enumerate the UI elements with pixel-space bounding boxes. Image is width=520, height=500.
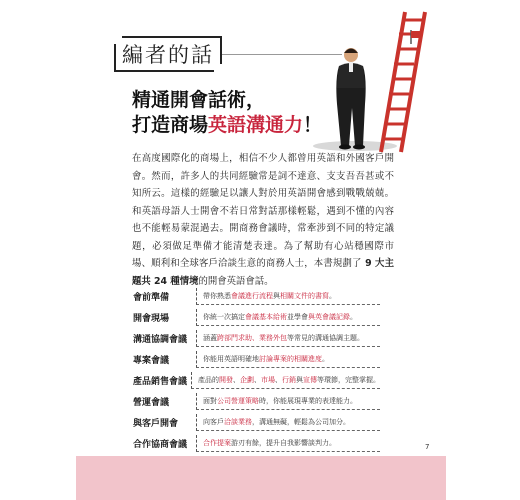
main-heading bbox=[132, 88, 322, 138]
topic-label: 會前準備 bbox=[133, 293, 170, 303]
topic-label: 專案會議 bbox=[133, 356, 170, 366]
table-row bbox=[132, 370, 380, 391]
topic-label: 產品銷售會議 bbox=[133, 377, 188, 387]
topic-table bbox=[132, 286, 380, 475]
description-text: 與 bbox=[296, 376, 303, 384]
description-text: 、 bbox=[275, 376, 282, 384]
page-title: 編者的話 bbox=[122, 43, 214, 67]
description-highlight: 會議進行流程 bbox=[231, 292, 273, 300]
table-row bbox=[132, 349, 380, 370]
description-text: 你統一次搞定 bbox=[203, 313, 245, 321]
intro-text: 在高度國際化的商場上，相信不少人都曾用英語和外國客戶開會。然而，許多人的共同經驗常是詞不達意、支支吾吾甚或不知所云。這樣的經驗足以讓人對於用英語開會感到戰戰兢兢。和英語母語人士開會不若日常對話那樣輕鬆，遇到不懂的內容也不能輕易蒙混過去。開商務會議時，常牽涉到不同的特定議題，必須做足準備才能清楚表達。為了幫助有心站穩國際市場、順利和全球客戶洽談生意的商務人士，本書規劃了 bbox=[132, 153, 394, 269]
description-text: 與 bbox=[273, 292, 280, 300]
heading-line-2 bbox=[132, 113, 322, 138]
intro-bold: 9 大主題共 24 種情境 bbox=[132, 258, 394, 287]
topic-description bbox=[196, 414, 380, 431]
topic-description bbox=[196, 435, 380, 452]
description-highlight: 會議基本給術 bbox=[245, 313, 287, 321]
topic-description bbox=[191, 372, 380, 389]
businessman-icon bbox=[336, 48, 365, 150]
description-text: 帶你熟悉 bbox=[203, 292, 231, 300]
description-text: 產品的 bbox=[198, 376, 219, 384]
description-text: 。 bbox=[322, 355, 329, 363]
description-text: 等常見的溝通協調主題。 bbox=[287, 334, 364, 342]
bottom-color-band bbox=[76, 456, 446, 500]
description-highlight: 合作提案 bbox=[203, 439, 231, 447]
description-text: 並學會 bbox=[287, 313, 308, 321]
description-text: 你能用英語明確地 bbox=[203, 355, 259, 363]
description-highlight: 相關文件的書寫 bbox=[280, 292, 329, 300]
description-text: 。 bbox=[350, 313, 357, 321]
description-highlight: 企劃 bbox=[240, 376, 254, 384]
topic-description bbox=[196, 309, 380, 326]
description-text: 、 bbox=[233, 376, 240, 384]
topic-description bbox=[196, 330, 380, 347]
topic-description bbox=[196, 288, 380, 305]
table-row bbox=[132, 328, 380, 349]
page-title-frame bbox=[114, 36, 222, 72]
description-highlight: 宣傳 bbox=[303, 376, 317, 384]
description-text: 面對 bbox=[203, 397, 217, 405]
table-row bbox=[132, 391, 380, 412]
description-highlight: 市場 bbox=[261, 376, 275, 384]
heading-accent: 英語溝通力 bbox=[208, 114, 304, 136]
intro-paragraph bbox=[132, 150, 394, 290]
topic-label: 合作協商會議 bbox=[133, 440, 188, 450]
topic-description bbox=[196, 393, 380, 410]
table-row bbox=[132, 307, 380, 328]
description-text: 時，你能展現專業的表達能力。 bbox=[259, 397, 357, 405]
description-highlight: 公司營運策略 bbox=[217, 397, 259, 405]
topic-label: 營運會議 bbox=[133, 398, 170, 408]
description-text: 涵蓋 bbox=[203, 334, 217, 342]
intro-tail: 的開會英語會話。 bbox=[198, 275, 274, 287]
description-text: 游刃有餘，提升自我影響談判力。 bbox=[231, 439, 336, 447]
description-highlight: 開發 bbox=[219, 376, 233, 384]
topic-label: 開會現場 bbox=[133, 314, 170, 324]
table-row bbox=[132, 412, 380, 433]
table-row bbox=[132, 433, 380, 454]
description-text: 等環節，完整掌握。 bbox=[317, 376, 380, 384]
topic-label: 與客戶開會 bbox=[133, 419, 179, 429]
description-highlight: 跨部門求助、業務外包 bbox=[217, 334, 287, 342]
table-row bbox=[132, 286, 380, 307]
description-text: 。 bbox=[329, 292, 336, 300]
page-number: 7 bbox=[425, 443, 430, 451]
description-highlight: 與英會議記錄 bbox=[308, 313, 350, 321]
description-highlight: 洽談業務 bbox=[224, 418, 252, 426]
topic-description bbox=[196, 351, 380, 368]
topic-label: 溝通協調會議 bbox=[133, 335, 188, 345]
heading-line-2-pre: 打造商場 bbox=[132, 114, 209, 136]
description-text: 向客戶 bbox=[203, 418, 224, 426]
heading-line-2-post: ！ bbox=[303, 114, 323, 136]
description-text: ，溝通無礙，輕鬆為公司加分。 bbox=[252, 418, 350, 426]
description-highlight: 行銷 bbox=[282, 376, 296, 384]
description-highlight: 討論專案的相關進度 bbox=[259, 355, 322, 363]
description-text: 、 bbox=[254, 376, 261, 384]
heading-line-1: 精通開會話術， bbox=[132, 89, 266, 111]
